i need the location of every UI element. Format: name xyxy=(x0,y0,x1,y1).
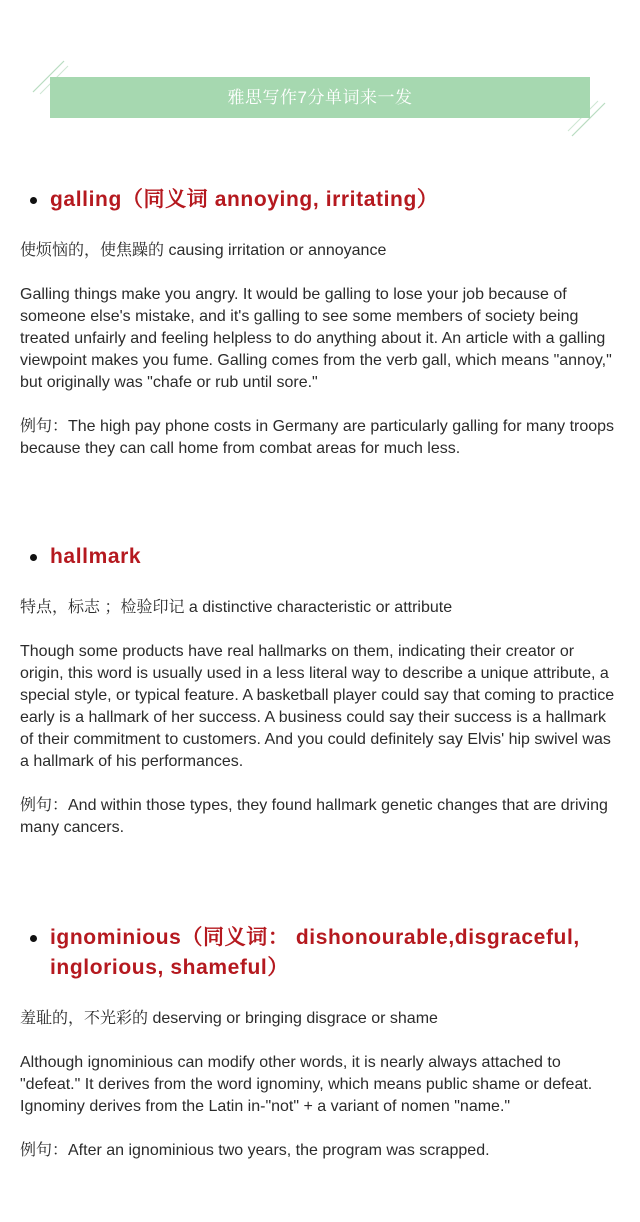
bullet-icon xyxy=(30,935,37,942)
description: Galling things make you angry. It would be galling to lose your job because of someone else's mistake, and it's galling to see some members of society being treated unfairly and feeling helpless to do anything about it. An article with a galling viewpoint makes you fume. Galling comes from the verb gall, which means "annoy," but originally was "chafe or rub until sore." xyxy=(20,286,612,391)
headword xyxy=(20,923,620,983)
headword-text: galling（同义词 annoying, irritating） xyxy=(50,188,439,211)
bullet-icon xyxy=(30,197,37,204)
headword-text: ignominious（同义词： dishonourable,disgraceful, inglorious, shameful） xyxy=(50,926,580,979)
vocab-entry-ignominious xyxy=(20,923,620,1162)
definition: 使烦恼的，使焦躁的 causing irritation or annoyance xyxy=(20,242,387,259)
headword xyxy=(20,542,620,572)
header-banner xyxy=(0,0,640,160)
example-sentence: 例句：And within those types, they found hallmark genetic changes that are driving many cancers. xyxy=(20,797,608,836)
headword-text: hallmark xyxy=(50,545,142,568)
example-sentence: 例句：The high pay phone costs in Germany are particularly galling for many troops because they can call home from combat areas for much less. xyxy=(20,418,615,457)
definition: 羞耻的，不光彩的 deserving or bringing disgrace or shame xyxy=(20,1010,438,1027)
vocab-entry-galling xyxy=(20,185,620,460)
vocab-entry-hallmark xyxy=(20,542,620,839)
example-sentence: 例句：After an ignominious two years, the program was scrapped. xyxy=(20,1142,490,1159)
banner-title: 雅思写作7分单词来一发 xyxy=(50,77,590,118)
description: Though some products have real hallmarks on them, indicating their creator or origin, this word is usually used in a less literal way to describe a unique attribute, a special style, or typical feature. A basketball player could say that coming to practice early is a hallmark of her success. A business could say their success is a hallmark of their commitment to customers. And you could definitely say Elvis' hip swivel was a hallmark of his performances. xyxy=(20,643,615,770)
bullet-icon xyxy=(30,554,37,561)
description: Although ignominious can modify other words, it is nearly always attached to "defeat." It derives from the word ignominy, which means public shame or defeat. Ignominy derives from the Latin in-"not" + a variant of nomen "name." xyxy=(20,1054,593,1115)
headword xyxy=(20,185,620,215)
definition: 特点，标志 ；检验印记 a distinctive characteristic or attribute xyxy=(20,599,453,616)
